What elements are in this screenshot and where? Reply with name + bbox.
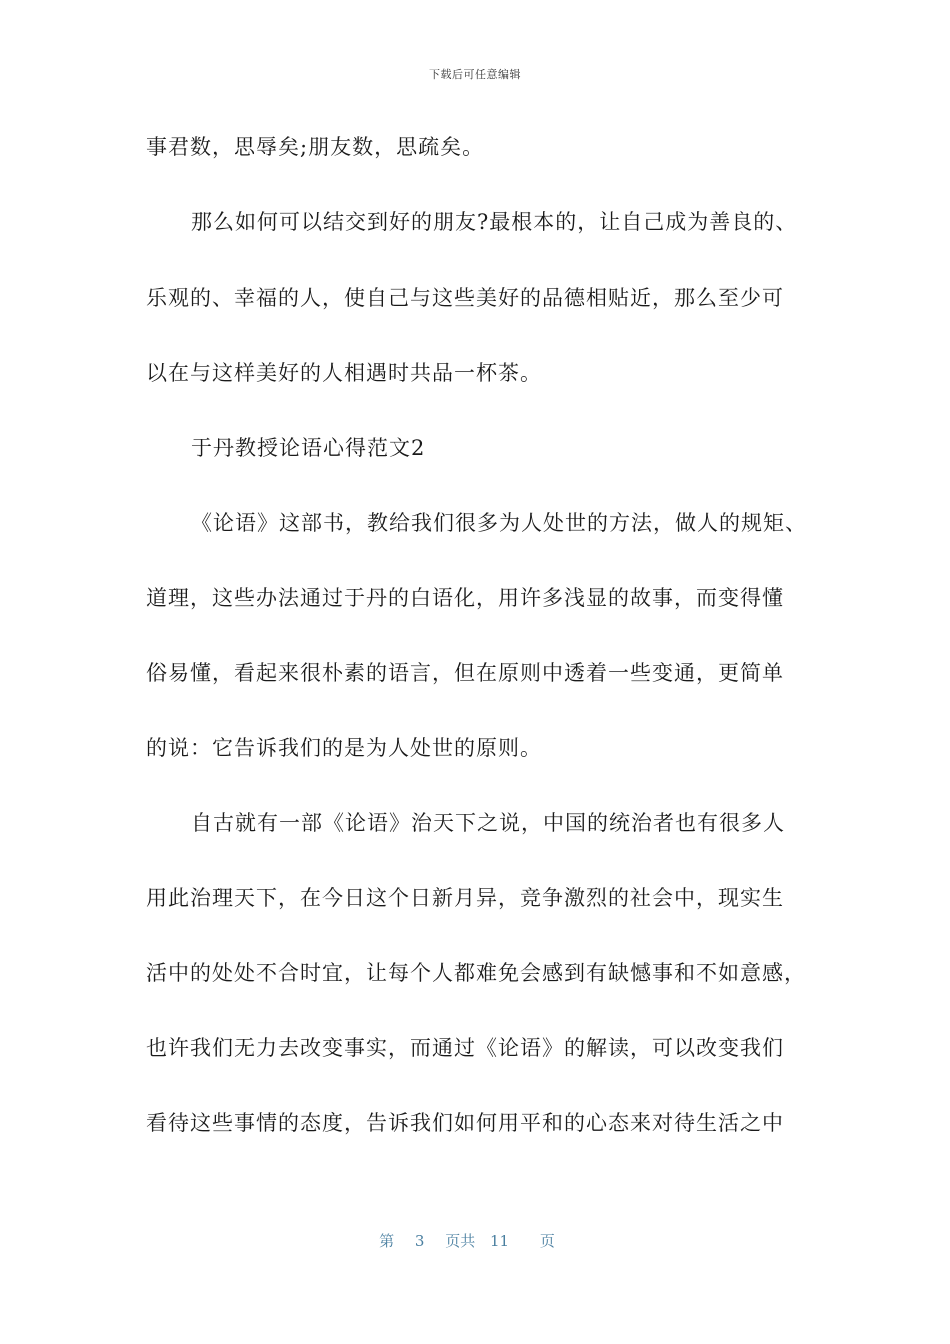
text-line: 看待这些事情的态度，告诉我们如何用平和的心态来对待生活之中 [146, 1111, 784, 1135]
section-heading: 于丹教授论语心得范文2 [191, 436, 426, 460]
text-line: 活中的处处不合时宜，让每个人都难免会感到有缺憾事和不如意感， [146, 961, 806, 985]
text-line: 的说：它告诉我们的是为人处世的原则。 [146, 736, 542, 760]
page-number: 3 [414, 1232, 425, 1250]
page-middle: 页共 [445, 1232, 476, 1250]
text-line: 那么如何可以结交到好的朋友?最根本的，让自己成为善良的、 [191, 210, 798, 234]
text-line: 自古就有一部《论语》治天下之说，中国的统治者也有很多人 [191, 811, 785, 835]
total-pages: 11 [490, 1232, 510, 1250]
text-line: 以在与这样美好的人相遇时共品一杯茶。 [146, 361, 542, 385]
text-line: 道理，这些办法通过于丹的白语化，用许多浅显的故事，而变得懂 [146, 586, 784, 610]
text-line: 《论语》这部书，教给我们很多为人处世的方法，做人的规矩、 [191, 511, 807, 535]
text-line: 用此治理天下，在今日这个日新月异，竞争激烈的社会中，现实生 [146, 886, 784, 910]
text-line: 事君数，思辱矣;朋友数，思疏矣。 [146, 135, 485, 159]
text-line: 乐观的、幸福的人，使自己与这些美好的品德相贴近，那么至少可 [146, 286, 784, 310]
text-line: 也许我们无力去改变事实，而通过《论语》的解读，可以改变我们 [146, 1036, 784, 1060]
text-line: 俗易懂，看起来很朴素的语言，但在原则中透着一些变通，更简单 [146, 661, 784, 685]
page-prefix: 第 [379, 1232, 395, 1250]
page-suffix: 页 [539, 1232, 555, 1250]
header-note: 下载后可任意编辑 [429, 68, 521, 81]
page-footer [0, 1230, 950, 1251]
